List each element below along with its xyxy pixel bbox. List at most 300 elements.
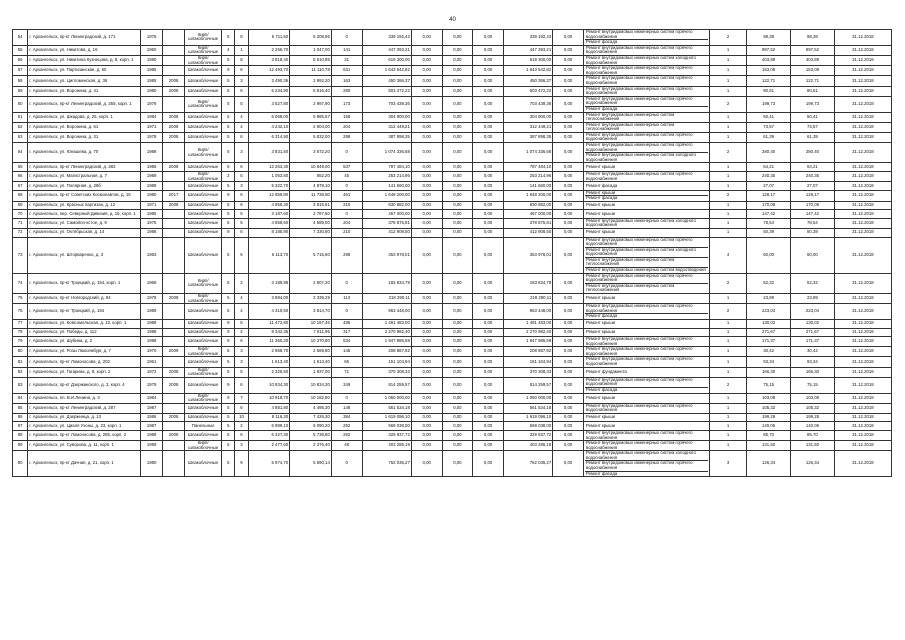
federal-funds-cell: 0,00 xyxy=(411,55,442,65)
federal-funds-cell: 0,00 xyxy=(411,430,442,440)
municipal-funds-cell: 0,00 xyxy=(473,337,504,347)
living-area-cell: 7 611,95 xyxy=(290,328,332,337)
work-item: Ремонт крыши xyxy=(585,163,616,169)
owner-funds-cell: 403 285,19 xyxy=(503,441,552,451)
row-number-cell: 60 xyxy=(13,96,28,112)
federal-funds-cell: 0,00 xyxy=(411,182,442,191)
renovation-year-cell xyxy=(163,337,185,347)
work-item: Ремонт внутридомовых инженерных систем горячего водоснабжения xyxy=(585,304,708,314)
works-cell xyxy=(583,377,709,393)
regional-funds-cell: 0,00 xyxy=(442,357,473,367)
total-area-cell: 3 187,60 xyxy=(248,210,290,219)
max-unit-cost-cell: 997,52 xyxy=(791,45,835,55)
entrances-cell: 6 xyxy=(235,229,248,238)
build-year-cell: 1980 xyxy=(141,55,163,65)
living-area-cell: 1 937,00 xyxy=(290,367,332,377)
other-funds-cell: 0,00 xyxy=(553,441,584,451)
total-cost-cell: 183 834,79 xyxy=(362,273,411,293)
regional-funds-cell: 0,00 xyxy=(442,30,473,46)
entrances-cell: 6 xyxy=(235,403,248,413)
entrances-cell: 1 xyxy=(235,45,248,55)
work-item: Ремонт фасада xyxy=(585,386,618,392)
floors-cell: 9 xyxy=(222,393,235,403)
works-cell xyxy=(583,430,709,440)
total-cost-cell: 304 900,00 xyxy=(362,112,411,122)
works-cell xyxy=(583,86,709,96)
floors-cell: 5 xyxy=(222,30,235,46)
completion-date-cell: 31.12.2018 xyxy=(834,76,891,86)
max-unit-cost-cell: 85,70 xyxy=(791,430,835,440)
other-funds-cell: 0,00 xyxy=(553,210,584,219)
residents-cell: 65 xyxy=(331,357,362,367)
other-funds-cell: 0,00 xyxy=(553,367,584,377)
row-number-cell: 56 xyxy=(13,55,28,65)
total-area-cell: 11 472,80 xyxy=(248,320,290,329)
total-area-cell: 3 490,36 xyxy=(248,76,290,86)
address-cell: г. Архангельск, ул. Гагарина, д. 8, корп. 2 xyxy=(28,367,141,377)
row-number-cell: 88 xyxy=(13,430,28,440)
works-count-cell: 2 xyxy=(709,30,746,46)
total-cost-cell: 703 439,36 xyxy=(362,96,411,112)
federal-funds-cell: 0,00 xyxy=(411,413,442,422)
floors-cell: 5 xyxy=(222,55,235,65)
regional-funds-cell: 0,00 xyxy=(442,66,473,76)
floors-cell: 4 xyxy=(222,45,235,55)
row-number-cell: 77 xyxy=(13,320,28,329)
entrances-cell: 3 xyxy=(235,441,248,451)
total-area-cell: 5 711,50 xyxy=(248,30,290,46)
unit-cost-cell: 128,17 xyxy=(747,190,791,201)
residents-cell: 292 xyxy=(331,422,362,431)
wall-material-cell: Шлакоблочные xyxy=(185,86,222,96)
federal-funds-cell: 0,00 xyxy=(411,273,442,293)
row-number-cell: 84 xyxy=(13,393,28,403)
living-area-cell: 7 426,30 xyxy=(290,413,332,422)
renovation-year-cell: 2009 xyxy=(163,347,185,357)
works-count-cell: 1 xyxy=(709,182,746,191)
municipal-funds-cell: 0,00 xyxy=(473,132,504,142)
works-count-cell: 1 xyxy=(709,171,746,181)
residents-cell: 0 xyxy=(331,30,362,46)
completion-date-cell: 31.12.2018 xyxy=(834,163,891,172)
municipal-funds-cell: 0,00 xyxy=(473,122,504,132)
wall-material-cell: Шлакоблочные xyxy=(185,112,222,122)
max-unit-cost-cell: 240,35 xyxy=(791,171,835,181)
municipal-funds-cell: 0,00 xyxy=(473,66,504,76)
other-funds-cell: 0,00 xyxy=(553,294,584,304)
build-year-cell: 1988 xyxy=(141,320,163,329)
municipal-funds-cell: 0,00 xyxy=(473,430,504,440)
table-row xyxy=(13,451,892,477)
build-year-cell: 1970 xyxy=(141,347,163,357)
completion-date-cell: 31.12.2018 xyxy=(834,377,891,393)
wall-material-cell: Кирп/ шлакоблочные xyxy=(185,441,222,451)
municipal-funds-cell: 0,00 xyxy=(473,210,504,219)
total-area-cell: 12 263,30 xyxy=(248,163,290,172)
residents-cell: 163 xyxy=(331,76,362,86)
regional-funds-cell: 0,00 xyxy=(442,112,473,122)
address-cell: г. Архангельск, ул. Никитина Кузнецова, д. 8, корп. 1 xyxy=(28,55,141,65)
max-unit-cost-cell: 199,73 xyxy=(791,96,835,112)
unit-cost-cell: 140,06 xyxy=(747,422,791,431)
work-item: Ремонт крыши xyxy=(585,328,616,334)
total-cost-cell: 619 300,00 xyxy=(362,55,411,65)
row-number-cell: 85 xyxy=(13,403,28,413)
work-item: Ремонт внутридомовых инженерных систем теплоснабжения xyxy=(585,282,675,293)
regional-funds-cell: 0,00 xyxy=(442,413,473,422)
floors-cell: 5 xyxy=(222,96,235,112)
renovation-year-cell: 2008 xyxy=(163,132,185,142)
regional-funds-cell: 0,00 xyxy=(442,393,473,403)
federal-funds-cell: 0,00 xyxy=(411,30,442,46)
owner-funds-cell: 561 534,18 xyxy=(503,403,552,413)
unit-cost-cell: 147,42 xyxy=(747,210,791,219)
entrances-cell: 6 xyxy=(235,86,248,96)
address-cell: г. Архангельск, ул. Красных партизан, д. 12 xyxy=(28,201,141,210)
max-unit-cost-cell: 131,50 xyxy=(791,441,835,451)
regional-funds-cell: 0,00 xyxy=(442,76,473,86)
table-row xyxy=(13,132,892,142)
renovation-year-cell xyxy=(163,403,185,413)
wall-material-cell: Шлакоблочные xyxy=(185,320,222,329)
row-number-cell: 68 xyxy=(13,190,28,201)
build-year-cell: 1988 xyxy=(141,328,163,337)
max-unit-cost-cell: 223,04 xyxy=(791,304,835,320)
living-area-cell: 4 589,00 xyxy=(290,218,332,228)
renovation-year-cell xyxy=(163,55,185,65)
unit-cost-cell: 122,71 xyxy=(747,76,791,86)
build-year-cell: 1986 xyxy=(141,163,163,172)
municipal-funds-cell: 0,00 xyxy=(473,237,504,273)
floors-cell: 5 xyxy=(222,294,235,304)
work-item: Ремонт внутридомовых инженерных систем горячего водоснабжения xyxy=(585,430,693,440)
municipal-funds-cell: 0,00 xyxy=(473,357,504,367)
wall-material-cell: Кирп/ шлакоблочные xyxy=(185,171,222,181)
work-item: Ремонт внутридомовых инженерных систем горячего водоснабжения xyxy=(585,440,693,450)
regional-funds-cell: 0,00 xyxy=(442,320,473,329)
row-number-cell: 76 xyxy=(13,304,28,320)
max-unit-cost-cell: 98,38 xyxy=(791,30,835,46)
other-funds-cell: 0,00 xyxy=(553,347,584,357)
address-cell: г. Архангельск, пр-кт Ленинградский, д. 287 xyxy=(28,403,141,413)
renovation-year-cell xyxy=(163,30,185,46)
entrances-cell: 4 xyxy=(235,112,248,122)
table-row xyxy=(13,413,892,422)
total-cost-cell: 561 534,18 xyxy=(362,403,411,413)
wall-material-cell: Кирп/ шлакоблочные xyxy=(185,30,222,46)
work-item: Ремонт внутридомовых инженерных систем горячего водоснабжения xyxy=(585,461,708,471)
owner-funds-cell: 1 074 336,68 xyxy=(503,143,552,163)
address-cell: г. Архангельск, пр-кт Дачная, д. 21, корп. 1 xyxy=(28,451,141,477)
municipal-funds-cell: 0,00 xyxy=(473,190,504,201)
works-cell xyxy=(583,132,709,142)
entrances-cell: 5 xyxy=(235,96,248,112)
residents-cell: 298 xyxy=(331,132,362,142)
total-area-cell: 12 859,80 xyxy=(248,190,290,201)
address-cell: г. Архангельск, пр-кт Ленинградский, д. 355, корп. 1 xyxy=(28,96,141,112)
floors-cell: 5 xyxy=(222,218,235,228)
living-area-cell: 4 879,10 xyxy=(290,182,332,191)
owner-funds-cell: 1 619 096,10 xyxy=(503,413,552,422)
renovation-year-cell xyxy=(163,328,185,337)
entrances-cell: 3 xyxy=(235,143,248,163)
table-row xyxy=(13,229,892,238)
unit-cost-cell: 93,34 xyxy=(747,357,791,367)
other-funds-cell: 0,00 xyxy=(553,30,584,46)
entrances-cell: 6 xyxy=(235,190,248,201)
work-item: Ремонт крыши xyxy=(585,320,616,326)
works-cell xyxy=(583,171,709,181)
build-year-cell: 1972 xyxy=(141,367,163,377)
other-funds-cell: 0,00 xyxy=(553,112,584,122)
other-funds-cell: 0,00 xyxy=(553,190,584,201)
living-area-cell: 10 370,80 xyxy=(290,337,332,347)
build-year-cell: 1961 xyxy=(141,357,163,367)
works-cell xyxy=(583,413,709,422)
regional-funds-cell: 0,00 xyxy=(442,304,473,320)
living-area-cell: 4 495,30 xyxy=(290,403,332,413)
floors-cell: 9 xyxy=(222,66,235,76)
owner-funds-cell: 304 900,00 xyxy=(503,112,552,122)
living-area-cell: 1 047,00 xyxy=(290,45,332,55)
total-cost-cell: 830 882,00 xyxy=(362,201,411,210)
owner-funds-cell: 503 472,22 xyxy=(503,86,552,96)
unit-cost-cell: 131,50 xyxy=(747,441,791,451)
work-item: Ремонт крыши xyxy=(585,229,616,235)
municipal-funds-cell: 0,00 xyxy=(473,112,504,122)
table-row xyxy=(13,30,892,46)
wall-material-cell: Кирп/ шлакоблочные xyxy=(185,294,222,304)
address-cell: г. Архангельск, ул. Победы, д. 112 xyxy=(28,328,141,337)
address-cell: г. Архангельск, пр-кт Ленинградский, д. 382 xyxy=(28,163,141,172)
total-area-cell: 10 834,30 xyxy=(248,377,290,393)
renovation-year-cell xyxy=(163,441,185,451)
total-cost-cell: 762 035,27 xyxy=(362,451,411,477)
completion-date-cell: 31.12.2018 xyxy=(834,357,891,367)
total-cost-cell: 1 643 542,82 xyxy=(362,66,411,76)
max-unit-cost-cell: 103,08 xyxy=(791,393,835,403)
works-count-cell: 1 xyxy=(709,132,746,142)
max-unit-cost-cell: 93,34 xyxy=(791,357,835,367)
unit-cost-cell: 73,57 xyxy=(747,122,791,132)
entrances-cell: 6 xyxy=(235,66,248,76)
address-cell: г. Архангельск, ул. Шторваренко, д. 3 xyxy=(28,237,141,273)
regional-funds-cell: 0,00 xyxy=(442,367,473,377)
work-item: Ремонт внутридомовых инженерных систем горячего водоснабжения xyxy=(585,97,708,107)
total-cost-cell: 814 259,57 xyxy=(362,377,411,393)
build-year-cell: 1971 xyxy=(141,122,163,132)
table-row xyxy=(13,45,892,55)
row-number-cell: 59 xyxy=(13,86,28,96)
works-cell xyxy=(583,357,709,367)
build-year-cell: 1975 xyxy=(141,218,163,228)
total-cost-cell: 378 875,81 xyxy=(362,218,411,228)
residents-cell: 317 xyxy=(331,328,362,337)
completion-date-cell: 31.12.2018 xyxy=(834,294,891,304)
unit-cost-cell: 64,21 xyxy=(747,163,791,172)
completion-date-cell: 31.12.2018 xyxy=(834,55,891,65)
owner-funds-cell: 2 270 982,40 xyxy=(503,328,552,337)
max-unit-cost-cell: 50,41 xyxy=(791,112,835,122)
other-funds-cell: 0,00 xyxy=(553,304,584,320)
max-unit-cost-cell: 27,07 xyxy=(791,182,835,191)
entrances-cell: 5 xyxy=(235,367,248,377)
wall-material-cell: Шлакоблочные xyxy=(185,413,222,422)
renovation-year-cell xyxy=(163,320,185,329)
address-cell: г. Архангельск, ул. Циаля Ухоны, д. 23, корп. 1 xyxy=(28,422,141,431)
renovation-year-cell: 2008 xyxy=(163,367,185,377)
wall-material-cell: Шлакоблочные xyxy=(185,328,222,337)
total-cost-cell: 450 366,37 xyxy=(362,76,411,86)
other-funds-cell: 0,00 xyxy=(553,132,584,142)
works-cell xyxy=(583,30,709,46)
total-area-cell: 8 342,35 xyxy=(248,328,290,337)
regional-funds-cell: 0,00 xyxy=(442,122,473,132)
unit-cost-cell: 30,42 xyxy=(747,347,791,357)
table-row xyxy=(13,347,892,357)
living-area-cell: 852,20 xyxy=(290,171,332,181)
max-unit-cost-cell: 60,00 xyxy=(791,237,835,273)
work-item: Ремонт крыши xyxy=(585,422,616,428)
municipal-funds-cell: 0,00 xyxy=(473,304,504,320)
renovation-year-cell: 2008 xyxy=(163,163,185,172)
entrances-cell: 2 xyxy=(235,273,248,293)
floors-cell: 9 xyxy=(222,337,235,347)
works-count-cell: 1 xyxy=(709,367,746,377)
regional-funds-cell: 0,00 xyxy=(442,377,473,393)
work-item: Ремонт фасада xyxy=(585,39,618,45)
max-unit-cost-cell: 73,57 xyxy=(791,122,835,132)
wall-material-cell: Шлакоблочные xyxy=(185,237,222,273)
regional-funds-cell: 0,00 xyxy=(442,45,473,55)
federal-funds-cell: 0,00 xyxy=(411,367,442,377)
federal-funds-cell: 0,00 xyxy=(411,393,442,403)
works-count-cell: 3 xyxy=(709,451,746,477)
floors-cell: 9 xyxy=(222,190,235,201)
works-cell xyxy=(583,55,709,65)
renovation-year-cell: 2008 xyxy=(163,413,185,422)
owner-funds-cell: 1 648 200,00 xyxy=(503,190,552,201)
floors-cell: 5 xyxy=(222,210,235,219)
living-area-cell: 3 339,29 xyxy=(290,294,332,304)
federal-funds-cell: 0,00 xyxy=(411,66,442,76)
completion-date-cell: 31.12.2018 xyxy=(834,441,891,451)
row-number-cell: 79 xyxy=(13,337,28,347)
address-cell: г. Архангельск, ул. Партизанская, д. 50 xyxy=(28,66,141,76)
federal-funds-cell: 0,00 xyxy=(411,403,442,413)
entrances-cell: 6 xyxy=(235,237,248,273)
unit-cost-cell: 403,89 xyxy=(747,55,791,65)
work-item: Ремонт фасада xyxy=(585,470,618,476)
unit-cost-cell: 78,54 xyxy=(747,218,791,228)
unit-cost-cell: 199,28 xyxy=(747,413,791,422)
max-unit-cost-cell: 166,30 xyxy=(791,367,835,377)
other-funds-cell: 0,00 xyxy=(553,171,584,181)
living-area-cell: 3 815,51 xyxy=(290,201,332,210)
max-unit-cost-cell: 50,39 xyxy=(791,229,835,238)
other-funds-cell: 0,00 xyxy=(553,182,584,191)
total-area-cell: 2 325,50 xyxy=(248,367,290,377)
works-cell xyxy=(583,229,709,238)
owner-funds-cell: 762 035,27 xyxy=(503,451,552,477)
build-year-cell: 1960 xyxy=(141,45,163,55)
works-count-cell: 1 xyxy=(709,66,746,76)
total-cost-cell: 370 308,33 xyxy=(362,367,411,377)
owner-funds-cell: 253 214,96 xyxy=(503,171,552,181)
renovation-year-cell xyxy=(163,422,185,431)
other-funds-cell: 0,00 xyxy=(553,328,584,337)
residents-cell: 173 xyxy=(331,96,362,112)
wall-material-cell: Шлакоблочные xyxy=(185,377,222,393)
completion-date-cell: 31.12.2018 xyxy=(834,201,891,210)
max-unit-cost-cell: 52,32 xyxy=(791,273,835,293)
row-number-cell: 67 xyxy=(13,182,28,191)
table-row xyxy=(13,422,892,431)
regional-funds-cell: 0,00 xyxy=(442,218,473,228)
table-row xyxy=(13,304,892,320)
municipal-funds-cell: 0,00 xyxy=(473,171,504,181)
completion-date-cell: 31.12.2018 xyxy=(834,132,891,142)
living-area-cell: 2 787,60 xyxy=(290,210,332,219)
owner-funds-cell: 1 491 483,00 xyxy=(503,320,552,329)
works-count-cell: 1 xyxy=(709,320,746,329)
work-item: Ремонт внутридомовых инженерных систем теплоснабжения xyxy=(585,122,675,132)
entrances-cell: 6 xyxy=(235,430,248,440)
municipal-funds-cell: 0,00 xyxy=(473,163,504,172)
row-number-cell: 78 xyxy=(13,328,28,337)
owner-funds-cell: 353 978,01 xyxy=(503,237,552,273)
living-area-cell: 5 715,60 xyxy=(290,237,332,273)
row-number-cell: 72 xyxy=(13,229,28,238)
floors-cell: 5 xyxy=(222,451,235,477)
owner-funds-cell: 569 038,00 xyxy=(503,422,552,431)
federal-funds-cell: 0,00 xyxy=(411,96,442,112)
floors-cell: 5 xyxy=(222,347,235,357)
max-unit-cost-cell: 30,42 xyxy=(791,347,835,357)
address-cell: г. Архангельск, пр-кт Ломоносова, д. 202 xyxy=(28,357,141,367)
renovation-year-cell xyxy=(163,96,185,112)
renovation-year-cell xyxy=(163,237,185,273)
completion-date-cell: 31.12.2018 xyxy=(834,96,891,112)
owner-funds-cell: 830 882,00 xyxy=(503,201,552,210)
renovation-year-cell xyxy=(163,357,185,367)
living-area-cell: 10 849,00 xyxy=(290,163,332,172)
total-cost-cell: 467 000,00 xyxy=(362,210,411,219)
wall-material-cell: Кирп/ шлакоблочные xyxy=(185,273,222,293)
address-cell: г. Архангельск, пр-кт Советских Космонавтов, д. 15 xyxy=(28,190,141,201)
row-number-cell: 71 xyxy=(13,218,28,228)
build-year-cell: 1986 xyxy=(141,229,163,238)
unit-cost-cell: 223,04 xyxy=(747,304,791,320)
table-row xyxy=(13,218,892,228)
row-number-cell: 58 xyxy=(13,76,28,86)
works-cell xyxy=(583,422,709,431)
other-funds-cell: 0,00 xyxy=(553,403,584,413)
entrances-cell: 5 xyxy=(235,171,248,181)
owner-funds-cell: 208 887,92 xyxy=(503,347,552,357)
floors-cell: 5 xyxy=(222,132,235,142)
residents-cell: 48 xyxy=(331,441,362,451)
unit-cost-cell: 199,73 xyxy=(747,96,791,112)
row-number-cell: 66 xyxy=(13,171,28,181)
works-cell xyxy=(583,112,709,122)
residents-cell: 280 xyxy=(331,86,362,96)
table-row xyxy=(13,122,892,132)
max-unit-cost-cell: 23,89 xyxy=(791,294,835,304)
row-number-cell: 83 xyxy=(13,377,28,393)
row-number-cell: 90 xyxy=(13,451,28,477)
work-item: Ремонт внутридомовых инженерных систем горячего водоснабжения xyxy=(585,336,693,346)
